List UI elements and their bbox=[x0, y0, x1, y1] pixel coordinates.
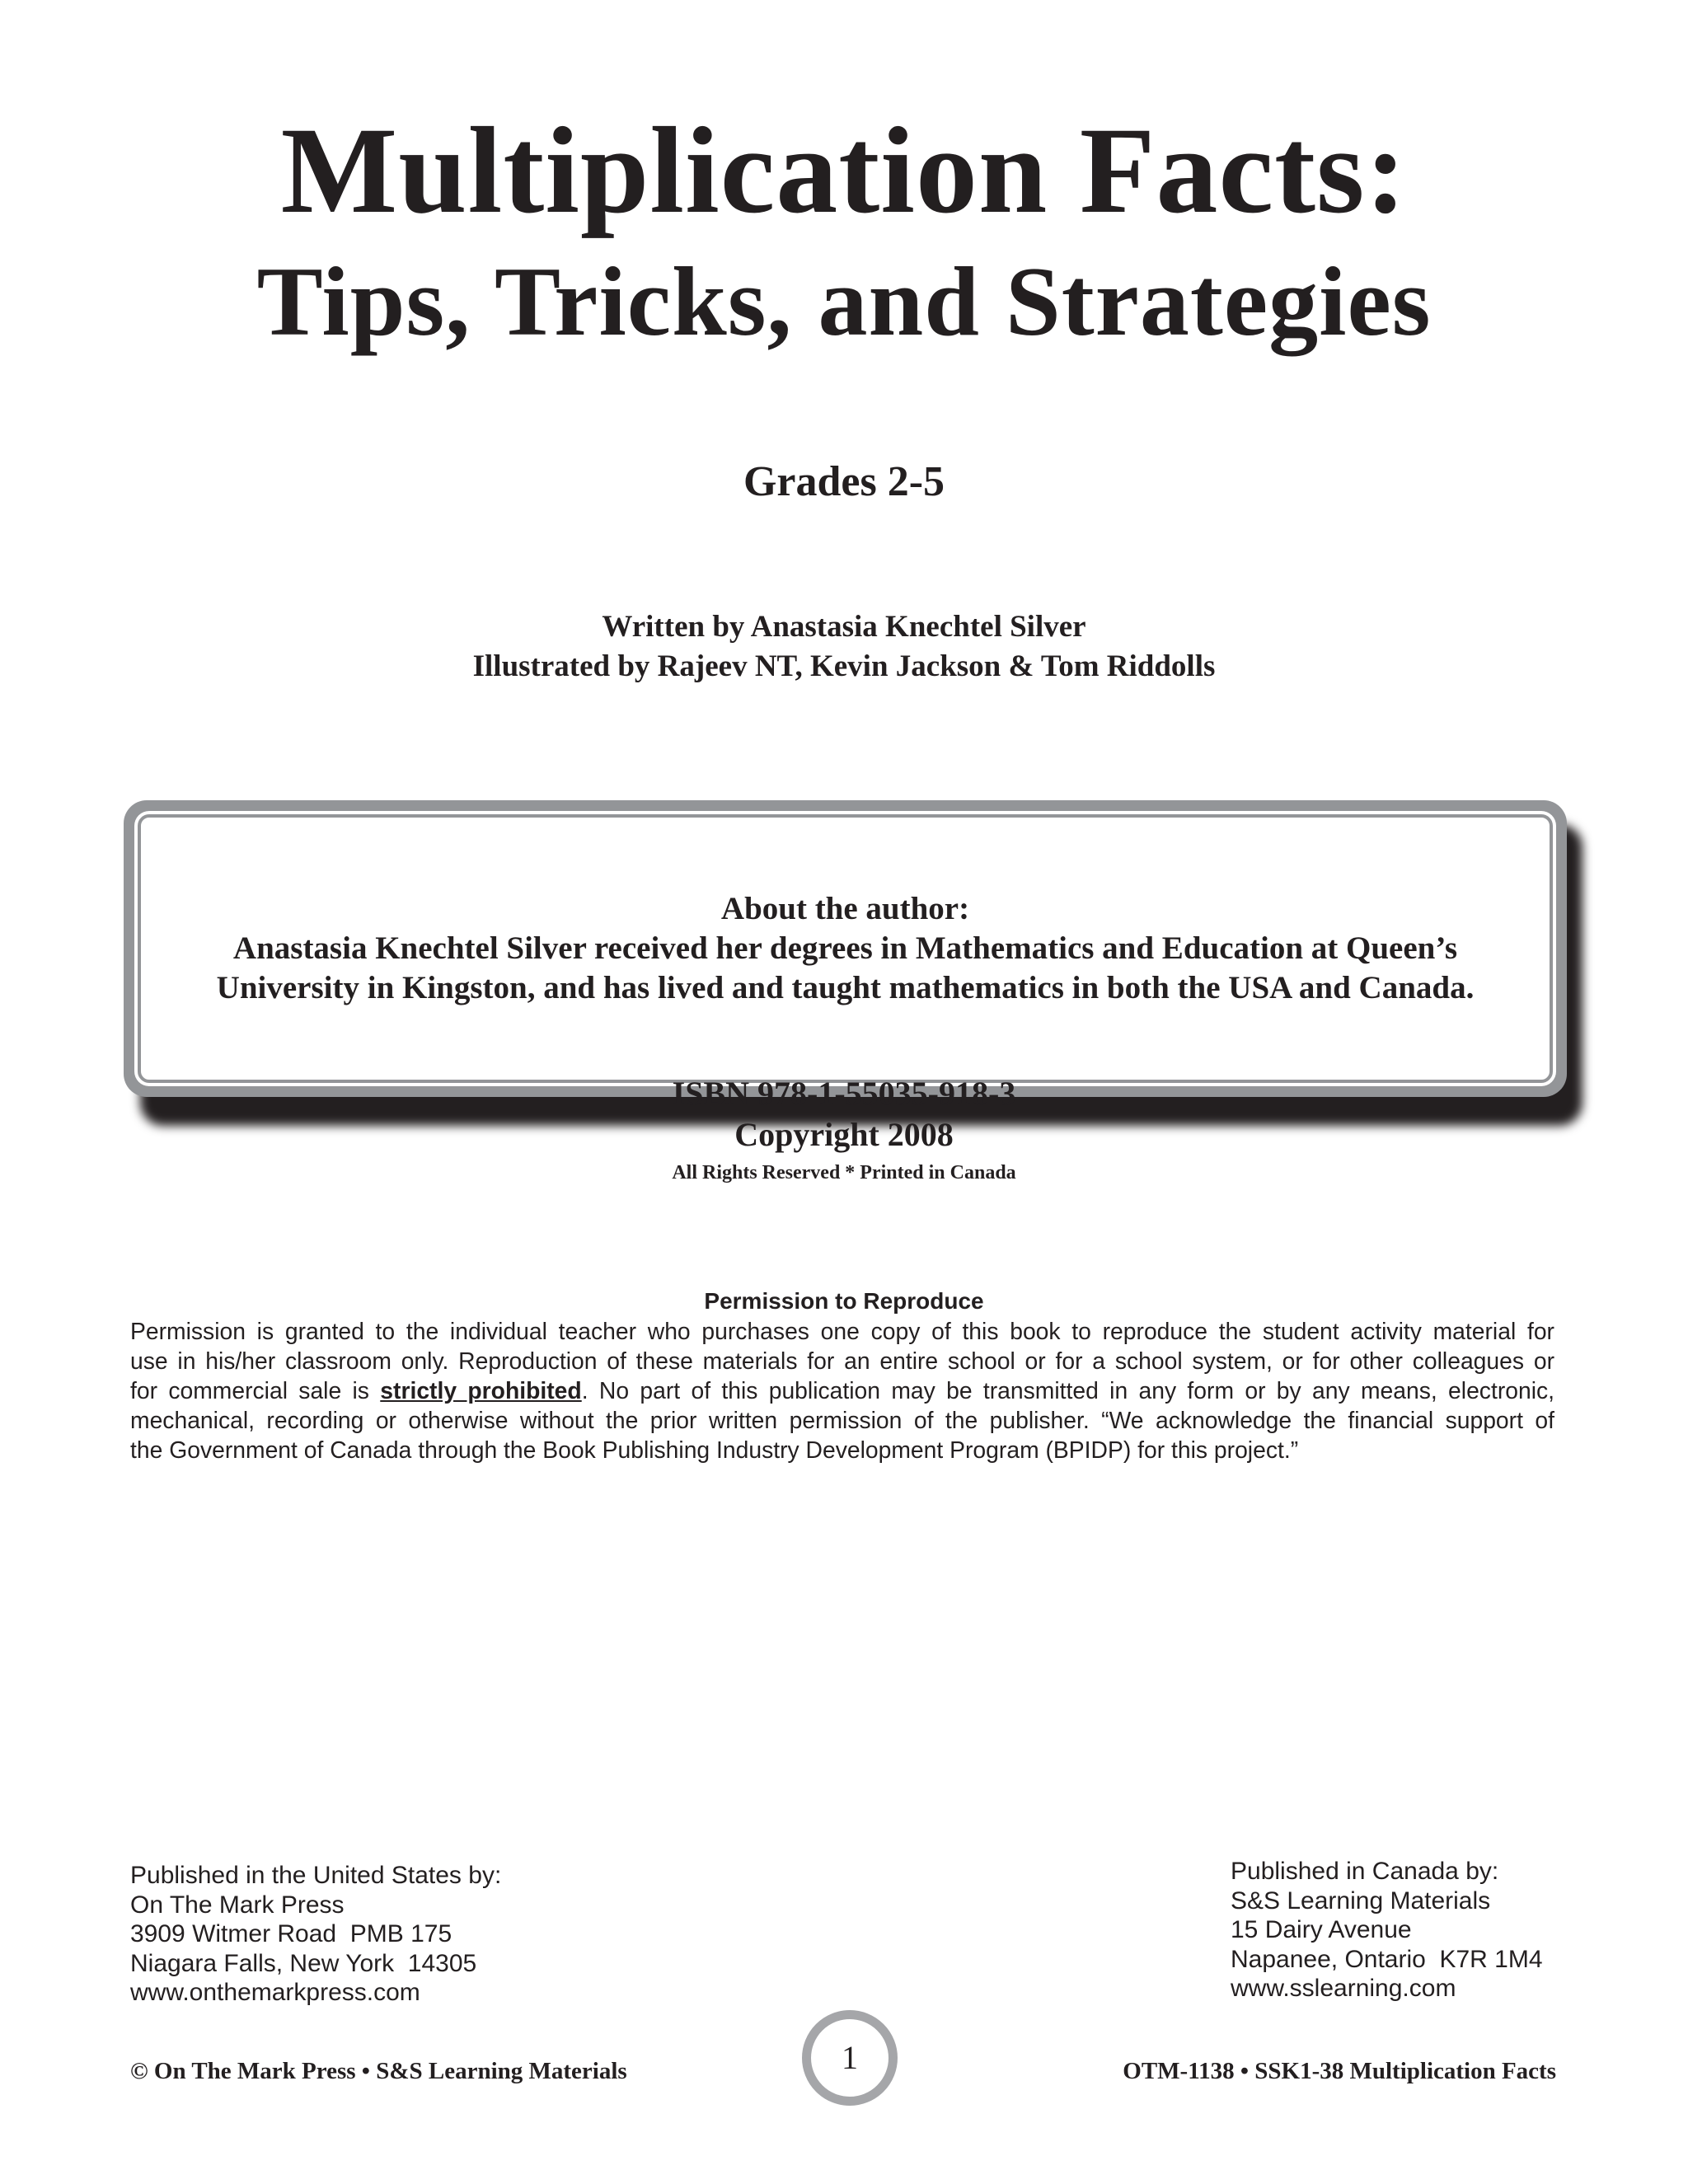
us-publisher-website: www.onthemarkpress.com bbox=[130, 1979, 420, 2006]
us-publisher-name: On The Mark Press bbox=[130, 1891, 345, 1919]
rights-notice: All Rights Reserved * Printed in Canada bbox=[672, 1162, 1016, 1183]
canada-publisher-street: 15 Dairy Avenue bbox=[1231, 1916, 1412, 1943]
about-author-text-line: Anastasia Knechtel Silver received her degrees in Mathematics and Education at Queen’s bbox=[232, 930, 1458, 966]
about-author-box bbox=[124, 800, 1567, 1097]
about-author-heading: About the author: bbox=[720, 891, 970, 926]
page-number: 1 bbox=[842, 2039, 858, 2076]
permission-line: Permission is granted to the individual teacher who purchases one copy of this book to reproduce the student activity material for bbox=[130, 1318, 1554, 1344]
footer-product-code: OTM-1138 • SSK1-38 Multiplication Facts bbox=[1123, 2058, 1556, 2084]
about-box-frame bbox=[134, 811, 1556, 1086]
permission-heading: Permission to Reproduce bbox=[704, 1288, 984, 1314]
book-subtitle: Tips, Tricks, and Strategies bbox=[256, 246, 1432, 356]
about-author-text-line: University in Kingston, and has lived and taught mathematics in both the USA and Canada. bbox=[216, 970, 1475, 1005]
canada-publisher-name: S&S Learning Materials bbox=[1231, 1886, 1491, 1915]
copyright: Copyright 2008 bbox=[734, 1116, 954, 1153]
us-publisher-address bbox=[130, 1861, 501, 2008]
isbn: ISBN 978-1-55035-918-3 bbox=[672, 1075, 1016, 1112]
footer-publishers: © On The Mark Press • S&S Learning Materials bbox=[130, 2058, 627, 2084]
about-box-content bbox=[138, 814, 1553, 1083]
permission-line: mechanical, recording or otherwise without the prior written permission of the publisher. “We acknowledge the financial support of bbox=[130, 1407, 1554, 1433]
grade-level: Grades 2-5 bbox=[743, 458, 945, 505]
permission-line: for commercial sale is strictly prohibited. No part of this publication may be transmitted in any form or by any means, electronic, bbox=[130, 1377, 1555, 1404]
canada-publisher-website: www.sslearning.com bbox=[1231, 1975, 1456, 2002]
us-publisher-city: Niagara Falls, New York 14305 bbox=[130, 1949, 477, 1977]
author-credit: Written by Anastasia Knechtel Silver bbox=[602, 610, 1086, 644]
canada-publisher-label: Published in Canada by: bbox=[1231, 1858, 1499, 1885]
book-title: Multiplication Facts: bbox=[280, 102, 1408, 239]
us-publisher-label: Published in the United States by: bbox=[130, 1862, 502, 1889]
strictly-prohibited-emphasis: strictly prohibited bbox=[380, 1377, 582, 1404]
permission-text bbox=[130, 1316, 1554, 1465]
canada-publisher-city: Napanee, Ontario K7R 1M4 bbox=[1231, 1945, 1543, 1973]
us-publisher-street: 3909 Witmer Road PMB 175 bbox=[130, 1920, 452, 1947]
permission-line: the Government of Canada through the Book Publishing Industry Development Program (BPIDP) for this project.” bbox=[130, 1436, 1299, 1463]
page-number-circle bbox=[802, 2010, 898, 2106]
permission-line: use in his/her classroom only. Reproduction of these materials for an entire school or for a school system, or for other colleagues or bbox=[130, 1347, 1554, 1374]
illustrator-credit: Illustrated by Rajeev NT, Kevin Jackson & Tom Riddolls bbox=[472, 649, 1216, 683]
canada-publisher-address bbox=[1231, 1857, 1543, 2004]
